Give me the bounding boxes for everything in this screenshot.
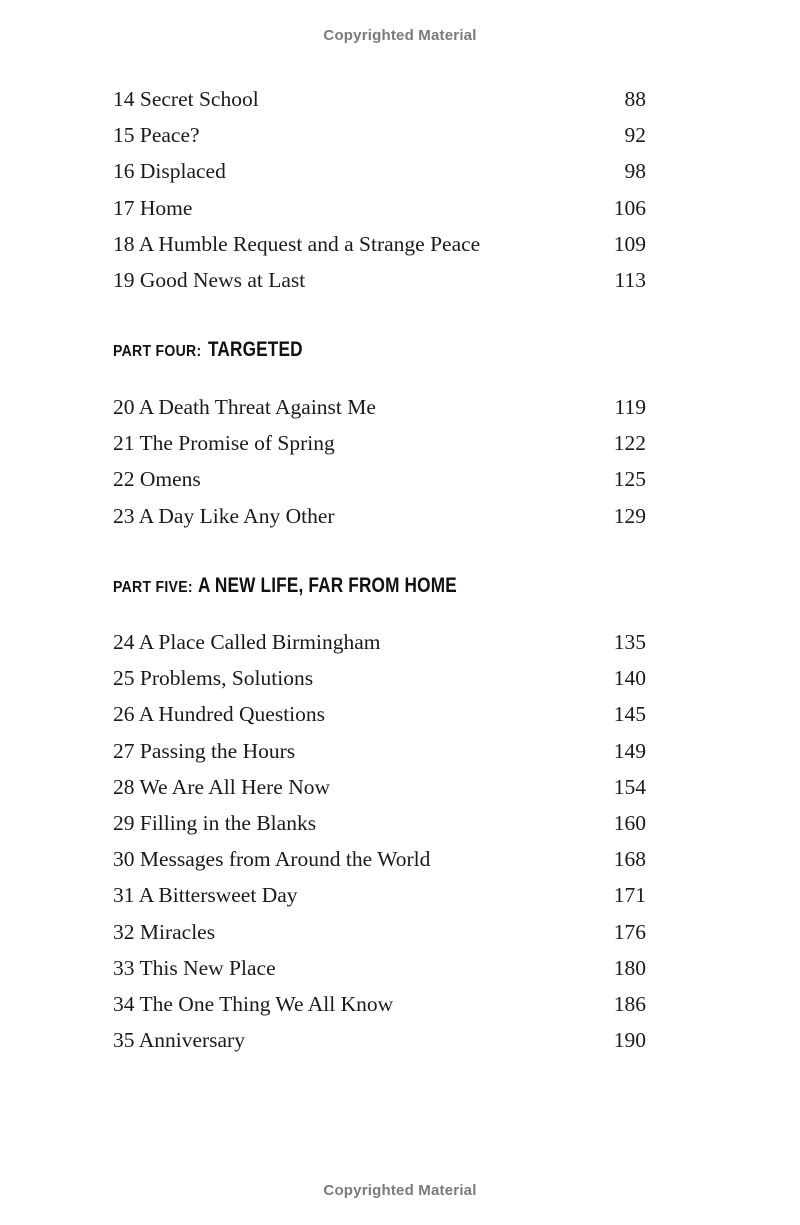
chapter-title: 23 A Day Like Any Other [113,503,335,528]
part-title: A NEW LIFE, FAR FROM HOME [198,574,458,597]
toc-entry [113,1022,646,1058]
chapter-title: 27 Passing the Hours [113,738,296,763]
page-number: 125 [613,467,646,492]
toc-entry [113,153,646,189]
page-number: 88 [624,87,646,111]
toc-entry [113,914,646,950]
page-number: 129 [613,503,646,528]
page-number: 98 [624,159,646,184]
chapter-title: 14 Secret School [113,87,259,111]
page-number: 122 [613,431,646,456]
page-number: 154 [613,774,646,799]
chapter-title: 32 Miracles [113,919,216,944]
chapter-title: 17 Home [113,195,193,220]
chapter-title: 29 Filling in the Blanks [113,810,317,835]
page-number: 92 [624,123,646,148]
page-number: 171 [613,883,646,908]
toc-entry [113,226,646,262]
page-number: 135 [613,630,646,654]
toc-entry [113,841,646,877]
toc-entry [113,117,646,153]
part-label: PART FOUR: [113,343,202,360]
toc-entry [113,733,646,769]
part-title: TARGETED [207,338,303,361]
toc-entry [113,498,646,534]
page-number: 119 [614,395,646,419]
page-number: 140 [613,666,646,691]
toc-entry [113,190,646,226]
toc-entry [113,461,646,497]
page-number: 190 [613,1028,646,1053]
chapter-title: 34 The One Thing We All Know [113,991,394,1016]
chapter-title: 22 Omens [113,467,201,492]
page-number: 186 [613,991,646,1016]
chapter-title: 20 A Death Threat Against Me [113,395,376,419]
page-number: 160 [613,810,646,835]
toc-entry [113,986,646,1022]
chapter-title: 31 A Bittersweet Day [113,883,298,908]
page-number: 109 [613,231,646,256]
toc-entry [113,696,646,732]
toc-entry [113,769,646,805]
chapter-title: 15 Peace? [113,123,200,148]
chapter-title: 35 Anniversary [113,1028,245,1053]
page-number: 113 [614,267,646,292]
toc-group-part-five [113,624,646,1058]
toc-entry [113,262,646,298]
chapter-title: 24 A Place Called Birmingham [113,630,381,654]
toc-entry [113,660,646,696]
page-number: 145 [613,702,646,727]
toc-entry [113,389,646,425]
chapter-title: 21 The Promise of Spring [113,431,335,456]
chapter-title: 33 This New Place [113,955,276,980]
page-number: 149 [613,738,646,763]
toc-entry [113,624,646,660]
toc-group-part-three-continued [113,81,646,298]
toc-group-part-four [113,389,646,534]
chapter-title: 19 Good News at Last [113,267,306,292]
toc-entry [113,425,646,461]
part-five-heading [113,574,646,598]
chapter-title: 25 Problems, Solutions [113,666,314,691]
chapter-title: 28 We Are All Here Now [113,774,331,799]
copyright-watermark-bottom: Copyrighted Material [323,1182,477,1199]
part-four-heading [113,338,646,362]
chapter-title: 26 A Hundred Questions [113,702,326,727]
page-number: 168 [613,847,646,872]
chapter-title: 18 A Humble Request and a Strange Peace [113,231,481,256]
page-number: 180 [613,955,646,980]
part-label: PART FIVE: [113,579,193,596]
toc-entry [113,877,646,913]
chapter-title: 16 Displaced [113,159,226,184]
toc-entry [113,81,646,117]
chapter-title: 30 Messages from Around the World [113,847,431,872]
page-number: 176 [613,919,646,944]
toc-entry [113,950,646,986]
page-number: 106 [613,195,646,220]
copyright-watermark-top: Copyrighted Material [323,27,477,44]
toc-entry [113,805,646,841]
